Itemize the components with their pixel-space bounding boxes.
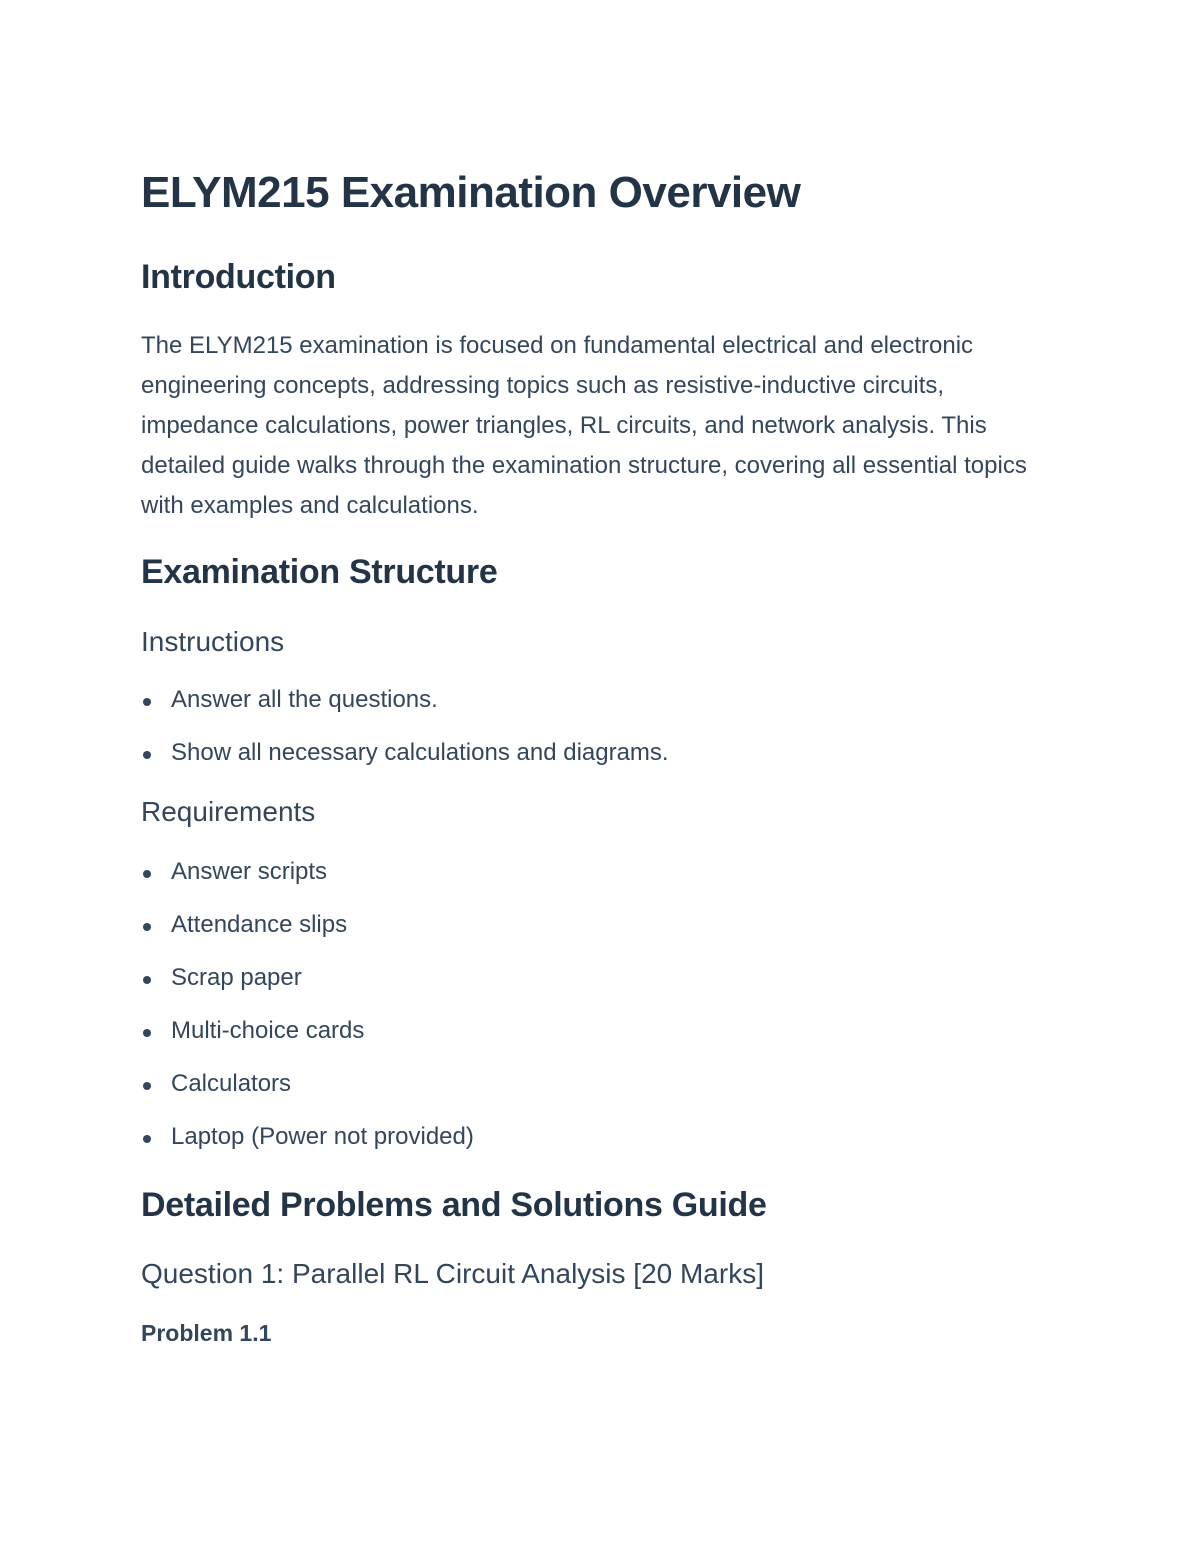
list-item <box>141 964 474 1017</box>
list-item-text: Show all necessary calculations and diagrams. <box>171 739 669 766</box>
list-item <box>141 1070 474 1123</box>
examination-structure-heading: Examination Structure <box>141 553 498 591</box>
list-item-text: Multi-choice cards <box>171 1017 365 1044</box>
bullet-icon <box>143 1029 151 1037</box>
bullet-icon <box>143 1082 151 1090</box>
list-item <box>141 858 474 911</box>
list-item-text: Answer all the questions. <box>171 686 438 713</box>
list-item-text: Scrap paper <box>171 964 302 991</box>
instructions-list <box>141 686 669 792</box>
list-item <box>141 1123 474 1176</box>
instructions-heading: Instructions <box>141 626 285 657</box>
bullet-icon <box>143 976 151 984</box>
introduction-paragraph: The ELYM215 examination is focused on fundamental electrical and electronic engineering concepts, addressing topics such as resistive-inductive circuits, impedance calculations, power triangles, RL circuits, and network analysis. This detailed guide walks through the examination structure, covering all essential topics with examples and calculations. <box>141 332 1027 519</box>
bullet-icon <box>143 751 151 759</box>
list-item <box>141 686 669 739</box>
bullet-icon <box>143 870 151 878</box>
list-item <box>141 911 474 964</box>
requirements-list <box>141 858 474 1176</box>
list-item-text: Calculators <box>171 1070 292 1097</box>
requirements-heading: Requirements <box>141 796 316 827</box>
list-item-text: Attendance slips <box>171 911 348 938</box>
list-item-text: Answer scripts <box>171 858 328 885</box>
bullet-icon <box>143 698 151 706</box>
question-1-heading: Question 1: Parallel RL Circuit Analysis [20 Marks] <box>141 1258 764 1289</box>
bullet-icon <box>143 923 151 931</box>
list-item <box>141 1017 474 1070</box>
page-title: ELYM215 Examination Overview <box>141 168 801 217</box>
detailed-guide-heading: Detailed Problems and Solutions Guide <box>141 1186 767 1224</box>
bullet-icon <box>143 1135 151 1143</box>
list-item <box>141 739 669 792</box>
problem-1-1-heading: Problem 1.1 <box>141 1320 272 1346</box>
list-item-text: Laptop (Power not provided) <box>171 1123 474 1150</box>
introduction-heading: Introduction <box>141 258 336 296</box>
